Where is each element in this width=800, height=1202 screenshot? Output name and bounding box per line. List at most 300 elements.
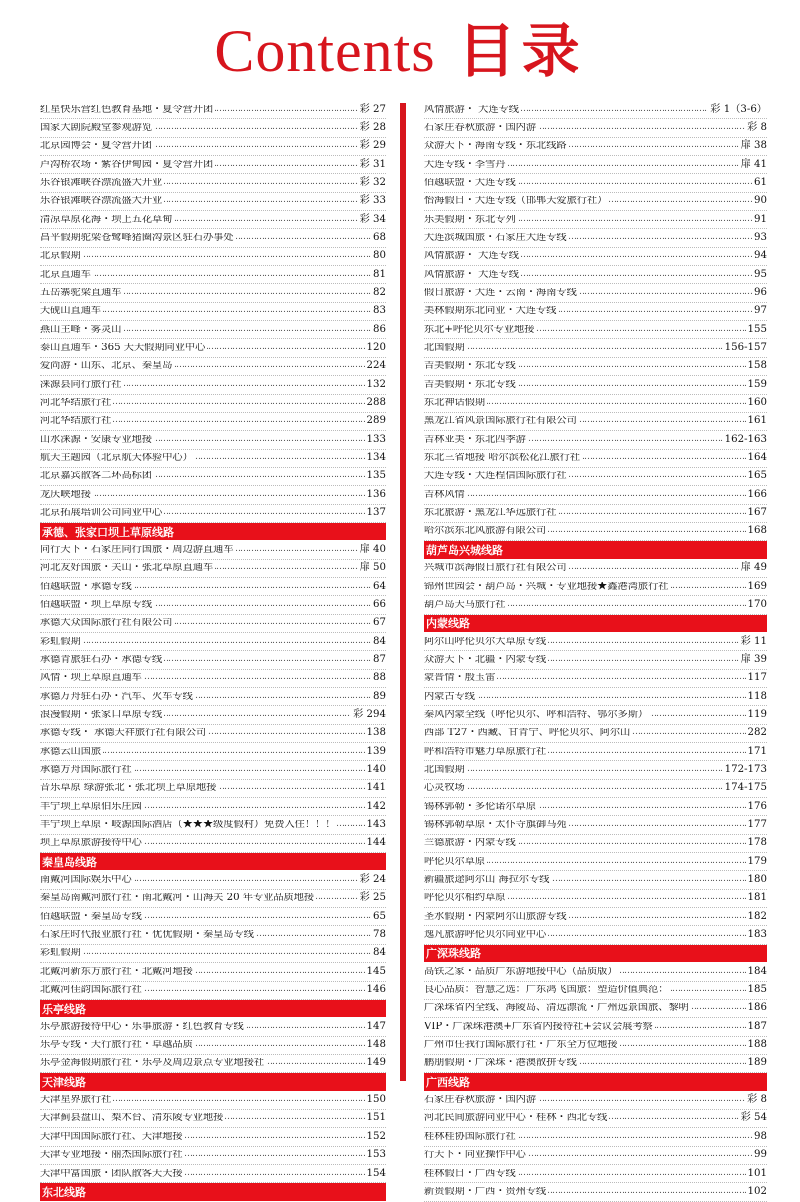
entry-page: 161 — [747, 415, 767, 427]
entry-page: 184 — [747, 965, 767, 977]
entry-page: 165 — [747, 470, 767, 482]
entry-page: 182 — [747, 910, 767, 922]
entry-page: 65 — [373, 910, 386, 922]
entry-page: 187 — [747, 1020, 767, 1032]
toc-entry[interactable] — [40, 633, 386, 651]
toc-entry[interactable] — [40, 761, 386, 779]
toc-entry[interactable] — [40, 303, 386, 321]
entry-page: 93 — [754, 231, 767, 243]
entry-title: 国家大剧院殿堂参观游览 — [40, 122, 153, 133]
toc-entry[interactable] — [40, 505, 386, 523]
entry-title: 石家庄春秋旅游・国内游 — [424, 122, 537, 133]
entry-page: 扉 38 — [740, 140, 767, 152]
toc-entry[interactable] — [424, 963, 767, 981]
entry-page: 84 — [373, 947, 386, 959]
toc-entry[interactable] — [40, 450, 386, 468]
entry-title: 广州市任我行国际旅行社・广东全方位地接 — [424, 1040, 618, 1051]
entry-title: 乐亭金海假期旅行社・乐亭及周边景点专业地接社 — [40, 1058, 265, 1069]
entry-page: 145 — [366, 965, 386, 977]
toc-entry[interactable] — [40, 890, 386, 908]
entry-page: 95 — [754, 268, 767, 280]
toc-entry[interactable] — [424, 1018, 767, 1036]
entry-page: 彩 34 — [359, 213, 386, 225]
entry-page: 224 — [366, 360, 386, 372]
entry-page: 156-157 — [724, 342, 767, 354]
entry-title: 北国假期 — [424, 343, 465, 354]
entry-page: 150 — [366, 1094, 386, 1106]
page-title — [0, 4, 800, 88]
entry-title: 天砚山直通车 — [40, 306, 102, 317]
entry-title: 呼伦贝尔相约草原 — [424, 893, 506, 904]
entry-title: 承德青旅驻石办・承德专线 — [40, 654, 163, 665]
toc-entry[interactable] — [424, 358, 767, 376]
toc-entry[interactable] — [424, 119, 767, 137]
entry-title: 坝上草原旅游接待中心 — [40, 838, 142, 849]
toc-entry[interactable] — [40, 926, 386, 944]
entry-title: 吉林亚美・东北四季游 — [424, 434, 526, 445]
entry-page: 144 — [366, 837, 386, 849]
toc-entry[interactable] — [424, 229, 767, 247]
toc-entry[interactable] — [424, 798, 767, 816]
toc-entry[interactable] — [424, 156, 767, 174]
entry-title: 众游天下・海南专线・东北线路 — [424, 141, 567, 152]
entry-page: 98 — [754, 1130, 767, 1142]
toc-entry[interactable] — [424, 101, 767, 119]
section-header: 广深珠线路 — [424, 945, 767, 963]
entry-page: 彩 8 — [747, 121, 767, 133]
entry-title: 佰越联盟・秦皇岛专线 — [40, 911, 142, 922]
entry-title: 东北旅游・黑龙江华远旅行社 — [424, 508, 557, 519]
entry-title: 河北民间旅游同业中心・桂林・西北专线 — [424, 1113, 608, 1124]
entry-page: 143 — [366, 818, 386, 830]
toc-entry[interactable] — [40, 1018, 386, 1036]
entry-title: 彩虹假期 — [40, 948, 81, 959]
toc-entry[interactable] — [424, 706, 767, 724]
toc-entry[interactable] — [40, 321, 386, 339]
entry-page: 彩 33 — [359, 195, 386, 207]
toc-entry[interactable] — [424, 926, 767, 944]
toc-entry[interactable] — [424, 743, 767, 761]
toc-entry[interactable] — [424, 1037, 767, 1055]
toc-entry[interactable] — [424, 413, 767, 431]
toc-entry[interactable] — [40, 395, 386, 413]
toc-entry[interactable] — [424, 468, 767, 486]
entry-title: 圣水假期・内蒙阿尔山旅游专线 — [424, 911, 567, 922]
entry-page: 彩 24 — [359, 874, 386, 885]
section-header: 承德、张家口坝上草原线路 — [40, 523, 386, 541]
entry-title: 大连专线・李雪丹 — [424, 159, 506, 170]
entry-title: 逸凡旅游呼伦贝尔同业中心 — [424, 930, 547, 941]
entry-page: 186 — [747, 1002, 767, 1014]
toc-entry[interactable] — [40, 376, 386, 394]
entry-title: 山水涞源・安康专业地接 — [40, 434, 153, 445]
toc-entry[interactable] — [40, 1037, 386, 1055]
section-header: 天津线路 — [40, 1073, 386, 1091]
entry-page: 179 — [747, 855, 767, 867]
entry-title: 河北华结旅行社 — [40, 416, 112, 427]
toc-entry[interactable] — [40, 1092, 386, 1110]
toc-entry[interactable] — [40, 229, 386, 247]
entry-title: 乐亭旅游接待中心・乐事旅游・红色教育专线 — [40, 1021, 244, 1032]
entry-page: 133 — [366, 433, 386, 445]
toc-entry[interactable] — [40, 798, 386, 816]
entry-title: 广深珠省内全线、海陵岛、清远漂流・广州远景国旅、黎明 — [424, 1003, 689, 1014]
entry-page: 67 — [373, 617, 386, 629]
entry-title: 东北+呼伦贝尔专业地接 — [424, 324, 535, 335]
entry-title: 北京假期 — [40, 251, 81, 262]
entry-title: 锡林郭勒・多伦诺尔草原 — [424, 801, 537, 812]
entry-title: 众游天下・北疆・内蒙专线 — [424, 654, 547, 665]
entry-title: 昌平假期驼梁苍鹭峰猪圈沟景区驻石办事处 — [40, 232, 234, 243]
toc-entry[interactable] — [40, 266, 386, 284]
entry-page: 135 — [366, 470, 386, 482]
entry-title: 佰越联盟・承德专线 — [40, 581, 132, 592]
entry-title: 丰宁坝上草原・岐源国际酒店（★★★级度假村）免费入住！！！ — [40, 819, 336, 830]
entry-title: 五岳寨驼梁直通车 — [40, 288, 122, 298]
entry-title: 风情旅游・ 大连专线 — [424, 251, 519, 262]
toc-entry[interactable] — [40, 193, 386, 211]
entry-title: 风情旅游・ 大连专线 — [424, 104, 519, 115]
toc-entry[interactable] — [40, 1055, 386, 1073]
toc-entry[interactable] — [424, 266, 767, 284]
toc-entry[interactable] — [40, 413, 386, 431]
entry-page: 139 — [366, 745, 386, 757]
toc-entry[interactable] — [424, 1092, 767, 1110]
toc-entry[interactable] — [424, 339, 767, 357]
toc-entry[interactable] — [40, 1110, 386, 1128]
section-header: 广西线路 — [424, 1073, 767, 1091]
entry-title: 西部 T27・西藏、甘青宁、呼伦贝尔、阿尔山 — [424, 728, 631, 739]
entry-title: 桂林桂协国际旅行社 — [424, 1131, 516, 1142]
entry-page: 189 — [747, 1057, 767, 1069]
entry-page: 彩 25 — [359, 892, 386, 904]
entry-title: 阿尔山呼伦贝尔大草原专线 — [424, 636, 547, 647]
entry-page: 171 — [747, 745, 767, 757]
entry-page: 154 — [366, 1167, 386, 1179]
toc-entry[interactable] — [40, 615, 386, 633]
toc-entry[interactable] — [40, 908, 386, 926]
entry-title: 北戴河新东方旅行社・北戴河地接 — [40, 966, 193, 977]
entry-page: 119 — [747, 708, 767, 720]
entry-page: 136 — [366, 488, 386, 500]
column-divider — [400, 103, 406, 1081]
entry-title: 新疆旅途阿尔山 海拉尔专线 — [424, 875, 550, 885]
toc-entry[interactable] — [424, 761, 767, 779]
entry-page: 142 — [366, 800, 386, 812]
entry-title: 涞源县同行旅行社 — [40, 379, 122, 390]
entry-title: 乐谷银滩峡谷漂流盛大开业 — [40, 177, 163, 188]
entry-title: 吉美假期・东北专线 — [424, 361, 516, 372]
entry-title: 吉美假期・东北专线 — [424, 379, 516, 390]
entry-title: 风情・坝上草原直通车 — [40, 673, 142, 684]
entry-page: 137 — [366, 507, 386, 519]
toc-entry[interactable] — [40, 339, 386, 357]
entry-page: 120 — [366, 342, 386, 354]
entry-title: 黑龙江省风景国际旅行社有限公司 — [424, 416, 577, 427]
entry-title: 内蒙古专线 — [424, 691, 475, 702]
entry-title: 桂林假日・广西专线 — [424, 1168, 516, 1179]
toc-entry[interactable] — [424, 431, 767, 449]
entry-title: 佰越联盟・坝上草原专线 — [40, 599, 153, 610]
entry-title: 呼伦贝尔草原 — [424, 856, 486, 867]
toc-entry[interactable] — [40, 706, 386, 724]
toc-entry[interactable] — [40, 982, 386, 1000]
toc-entry[interactable] — [40, 578, 386, 596]
toc-entry[interactable] — [424, 560, 767, 578]
toc-entry[interactable] — [424, 138, 767, 156]
toc-entry[interactable] — [40, 358, 386, 376]
entry-title: 风情旅游・ 大连专线 — [424, 269, 519, 280]
entry-page: 64 — [373, 580, 386, 592]
entry-title: 高铁之家・品质广东游地接中心（品质版） — [424, 966, 618, 977]
toc-entry[interactable] — [424, 1128, 767, 1146]
toc-entry[interactable] — [424, 1165, 767, 1183]
toc-entry[interactable] — [40, 816, 386, 834]
entry-page: 89 — [373, 690, 386, 702]
entry-page: 97 — [754, 305, 767, 317]
entry-title: 东北三省地接 哈尔滨松花江旅行社 — [424, 453, 581, 464]
entry-title: 乐美假期・东北专列 — [424, 214, 516, 225]
entry-page: 180 — [747, 874, 767, 885]
toc-entry[interactable] — [40, 1165, 386, 1183]
entry-title: 新贵假期・广西・贵州专线 — [424, 1186, 547, 1197]
entry-page: 87 — [373, 653, 386, 665]
entry-title: 天津中富国旅・团队散客天天接 — [40, 1168, 183, 1179]
entry-title: 航天主题园（北京航天体验中心） — [40, 453, 193, 464]
toc-entry[interactable] — [40, 963, 386, 981]
entry-title: 石家庄春秋旅游・国内游 — [424, 1095, 537, 1106]
entry-page: 132 — [366, 378, 386, 390]
entry-title: 东北神话假期 — [424, 398, 486, 409]
toc-entry[interactable] — [424, 982, 767, 1000]
right-column — [424, 101, 767, 1202]
entry-page: 185 — [747, 984, 767, 996]
toc-entry[interactable] — [424, 248, 767, 266]
entry-title: 同行天下・石家庄同行国旅・周边游直通车 — [40, 544, 234, 555]
toc-entry[interactable] — [40, 835, 386, 853]
toc-entry[interactable] — [424, 871, 767, 889]
toc-entry[interactable] — [40, 101, 386, 119]
entry-title: 葫芦岛天马旅行社 — [424, 599, 506, 610]
toc-entry[interactable] — [424, 725, 767, 743]
entry-title: 呼和浩特市魅力草原旅行社 — [424, 746, 547, 757]
toc-entry[interactable] — [40, 174, 386, 192]
toc-entry[interactable] — [424, 523, 767, 541]
entry-page: 117 — [747, 672, 767, 684]
entry-page: 170 — [747, 598, 767, 610]
entry-page: 101 — [747, 1167, 767, 1179]
title-chinese: 目录 — [457, 17, 586, 85]
toc-entry[interactable] — [40, 560, 386, 578]
toc-entry[interactable] — [40, 248, 386, 266]
entry-page: 68 — [373, 231, 386, 243]
entry-page: 146 — [366, 984, 386, 996]
entry-title: 承德专线・ 承德天祥旅行社有限公司 — [40, 728, 207, 739]
entry-title: 北国假期 — [424, 764, 465, 775]
entry-page: 91 — [754, 213, 767, 225]
entry-page: 166 — [747, 488, 767, 500]
entry-page: 102 — [747, 1185, 767, 1197]
entry-page: 82 — [373, 287, 386, 298]
toc-entry[interactable] — [424, 890, 767, 908]
entry-page: 148 — [366, 1039, 386, 1051]
entry-title: 秦风内蒙全线（呼伦贝尔、呼和浩特、鄂尔多斯） — [424, 709, 649, 720]
toc-entry[interactable] — [40, 156, 386, 174]
section-header: 内蒙线路 — [424, 615, 767, 633]
entry-title: 吉林风情 — [424, 489, 465, 500]
toc-entry[interactable] — [424, 853, 767, 871]
entry-page: 162-163 — [724, 433, 767, 445]
entry-title: 心灵牧场 — [424, 783, 465, 794]
toc-entry[interactable] — [424, 505, 767, 523]
entry-title: VIP・广深珠港澳+广东省内接待社+会议会展考察 — [424, 1021, 653, 1032]
entry-page: 扉 50 — [359, 562, 386, 574]
left-column — [40, 101, 386, 1202]
entry-page: 彩 11 — [740, 635, 767, 647]
toc-entry[interactable] — [40, 119, 386, 137]
entry-page: 289 — [366, 415, 386, 427]
entry-title: 北京嘉宾散客二环高标团 — [40, 471, 153, 482]
entry-page: 183 — [747, 929, 767, 941]
entry-title: 丰宁坝上草原伯乐庄园 — [40, 801, 142, 812]
entry-title: 河北友好国旅・关山・张北草原直通车 — [40, 563, 214, 574]
entry-page: 扉 40 — [359, 543, 386, 555]
entry-page: 彩 31 — [359, 158, 386, 170]
toc-entry[interactable] — [424, 816, 767, 834]
entry-title: 承德云山国旅 — [40, 746, 102, 757]
entry-page: 81 — [373, 268, 386, 280]
toc-entry[interactable] — [40, 431, 386, 449]
entry-page: 164 — [747, 452, 767, 464]
entry-page: 彩 28 — [359, 121, 386, 133]
toc-entry[interactable] — [40, 871, 386, 889]
toc-entry[interactable] — [40, 211, 386, 229]
entry-title: 燕山主峰・雾灵山 — [40, 324, 122, 335]
toc-entry[interactable] — [424, 395, 767, 413]
toc-entry[interactable] — [424, 633, 767, 651]
entry-page: 147 — [366, 1020, 386, 1032]
toc-entry[interactable] — [40, 670, 386, 688]
entry-page: 181 — [747, 892, 767, 904]
entry-page: 扉 49 — [740, 562, 767, 574]
toc-entry[interactable] — [424, 193, 767, 211]
entry-page: 169 — [747, 580, 767, 592]
entry-title: 美林假期东北同业・大连专线 — [424, 306, 557, 317]
entry-title: 秦皇岛南戴河旅行社・南北戴河・山海关 20 年专业品质地接 — [40, 893, 315, 904]
toc-entry[interactable] — [40, 284, 386, 302]
entry-title: 良心品质：智慧之选：广东鸿飞国旅：塑造价值典范： — [424, 985, 669, 996]
entry-title: 清凉草原花海・坝上五花草甸 — [40, 214, 173, 225]
section-header: 葫芦岛兴城线路 — [424, 541, 767, 559]
entry-page: 99 — [754, 1149, 767, 1161]
entry-page: 151 — [366, 1112, 386, 1124]
entry-page: 66 — [373, 598, 386, 610]
toc-entry[interactable] — [40, 688, 386, 706]
entry-page: 140 — [366, 763, 386, 775]
entry-title: 北戴河佳韵国际旅行社 — [40, 985, 142, 996]
entry-page: 177 — [747, 818, 767, 830]
toc-entry[interactable] — [424, 174, 767, 192]
entry-title: 兴城市滨海假日旅行社有限公司 — [424, 563, 567, 574]
entry-title: 龙庆峡地接 — [40, 489, 91, 500]
toc-entry[interactable] — [40, 725, 386, 743]
toc-entry[interactable] — [424, 1000, 767, 1018]
toc-entry[interactable] — [40, 596, 386, 614]
entry-page: 96 — [754, 287, 767, 298]
toc-entry[interactable] — [424, 908, 767, 926]
toc-entry[interactable] — [40, 743, 386, 761]
toc-entry[interactable] — [424, 1055, 767, 1073]
entry-page: 84 — [373, 635, 386, 647]
toc-entry[interactable] — [424, 1110, 767, 1128]
toc-entry[interactable] — [424, 284, 767, 302]
entry-page: 80 — [373, 250, 386, 262]
toc-entry[interactable] — [424, 688, 767, 706]
entry-title: 大连专线・大连程信国际旅行社 — [424, 471, 567, 482]
toc-entry[interactable] — [40, 468, 386, 486]
entry-title: 假日旅游・大连・云南・海南专线 — [424, 288, 577, 298]
entry-title: 天津专业地接・丽杰国际旅行社 — [40, 1150, 183, 1161]
entry-page: 88 — [373, 672, 386, 684]
entry-title: 大连滨城国旅・石家庄大连专线 — [424, 232, 567, 243]
entry-title: 承德方舟国际旅行社 — [40, 764, 132, 775]
entry-title: 泰山直通车・365 天天假期同业中心 — [40, 343, 206, 354]
toc-entry[interactable] — [424, 835, 767, 853]
entry-page: 141 — [366, 782, 386, 794]
toc-entry[interactable] — [424, 780, 767, 798]
toc-entry[interactable] — [424, 486, 767, 504]
toc-entry[interactable] — [424, 450, 767, 468]
toc-entry[interactable] — [424, 1183, 767, 1201]
toc-entry[interactable] — [40, 945, 386, 963]
entry-page: 155 — [747, 323, 767, 335]
toc-entry[interactable] — [424, 303, 767, 321]
entry-title: 乐亭专线・天行旅行社・卓越品质 — [40, 1040, 193, 1051]
toc-entry[interactable] — [424, 670, 767, 688]
entry-page: 176 — [747, 800, 767, 812]
toc-entry[interactable] — [40, 138, 386, 156]
toc-entry[interactable] — [424, 211, 767, 229]
entry-title: 音乐草原 绿游张北・张北坝上草原地接 — [40, 783, 217, 794]
entry-page: 160 — [747, 397, 767, 409]
toc-entry[interactable] — [40, 1147, 386, 1165]
toc-entry[interactable] — [424, 578, 767, 596]
toc-entry[interactable] — [424, 376, 767, 394]
entry-page: 86 — [373, 323, 386, 335]
entry-title: 北京直通车 — [40, 269, 91, 280]
toc-entry[interactable] — [40, 651, 386, 669]
toc-entry[interactable] — [40, 780, 386, 798]
toc-entry[interactable] — [40, 541, 386, 559]
entry-page: 288 — [366, 397, 386, 409]
toc-entry[interactable] — [424, 321, 767, 339]
section-header: 乐亭线路 — [40, 1000, 386, 1018]
entry-page: 172-173 — [724, 763, 767, 775]
entry-page: 78 — [373, 929, 386, 941]
entry-title: 承德万舟驻石办・汽车、火车专线 — [40, 691, 193, 702]
toc-entry[interactable] — [424, 651, 767, 669]
entry-page: 153 — [366, 1149, 386, 1161]
entry-title: 锡林郭勒草原・太仆寺旗御马苑 — [424, 819, 567, 830]
toc-entry[interactable] — [424, 596, 767, 614]
entry-page: 彩 32 — [359, 176, 386, 188]
entry-title: 怡海假日・大连专线（邯郸天爱旅行社） — [424, 196, 608, 207]
toc-entry[interactable] — [40, 486, 386, 504]
entry-title: 北京拓展培训公司同业中心 — [40, 508, 163, 519]
entry-title: 哈尔滨东北风旅游有限公司 — [424, 526, 547, 537]
toc-entry[interactable] — [40, 1128, 386, 1146]
toc-entry[interactable] — [424, 1147, 767, 1165]
